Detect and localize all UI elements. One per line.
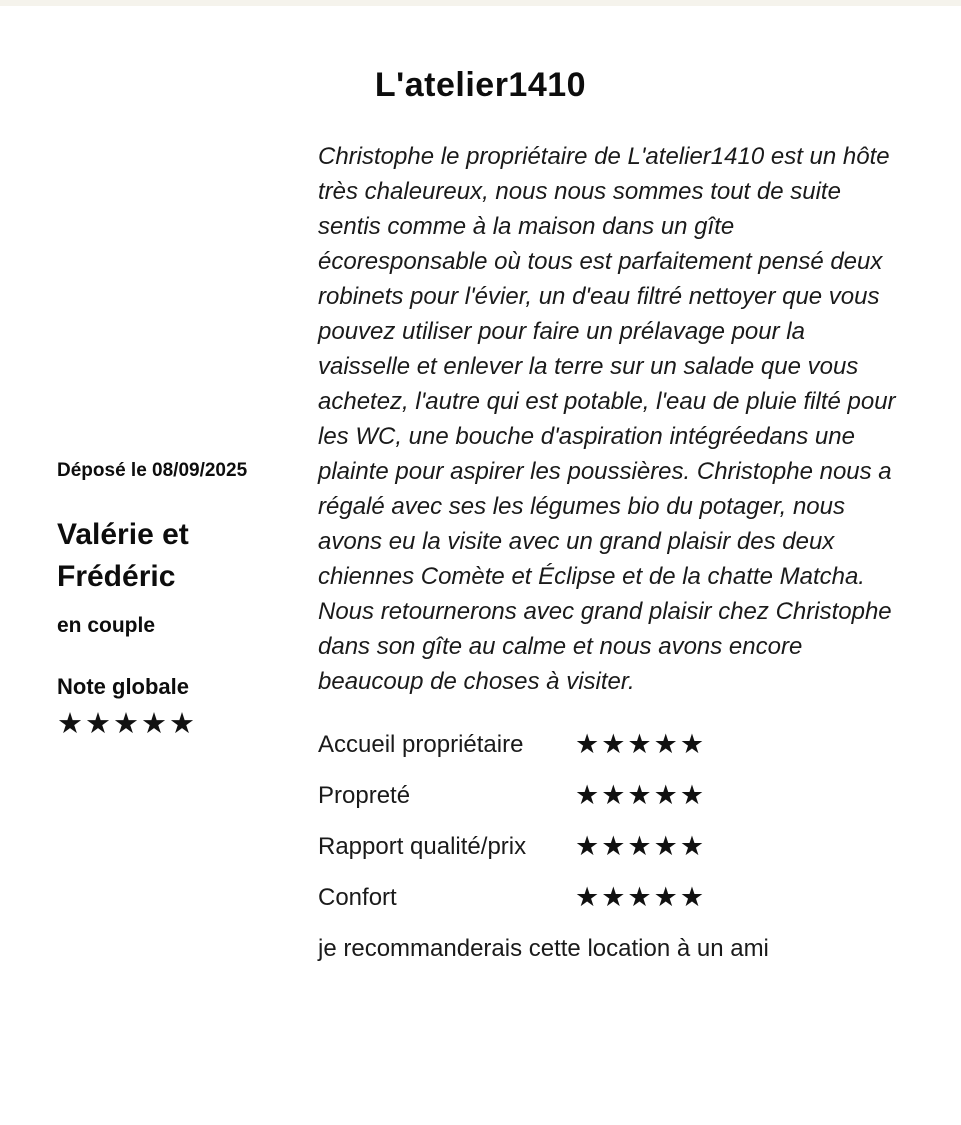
overall-rating-label: Note globale xyxy=(57,674,190,699)
rating-label: Confort xyxy=(318,883,397,911)
rating-row-proprete xyxy=(318,770,896,821)
reviewer-name: Valérie et Frédéric xyxy=(57,518,189,593)
rating-stars: ★★★★★ xyxy=(575,780,707,810)
review-content-panel xyxy=(318,139,896,963)
rating-label: Rapport qualité/prix xyxy=(318,832,527,860)
review-body: Christophe le propriétaire de L'atelier1410 est un hôte très chaleureux, nous nous sommes tout de suite sentis comme à la maison dans un gîte écoresponsable où tous est parfaitement pensé deux robinets pour l'évier, un d'eau filtré nettoyer que vous pouvez utiliser pour faire un prélavage pour la vaisselle et enlever la terre sur un salade que vous achetez, l'autre qui est potable, l'eau de pluie filté pour les WC, une bouche d'aspiration intégréedans une plainte pour aspirer les poussières. Christophe nous a régalé avec ses les légumes bio du potager, nous avons eu la visite avec un grand plaisir des deux chiennes Comète et Éclipse et de la chatte Matcha. Nous retournerons avec grand plaisir chez Christophe dans son gîte au calme et nous avons encore beaucoup de choses à visiter. xyxy=(318,143,896,695)
travel-type: en couple xyxy=(57,614,156,637)
page-title: L'atelier1410 xyxy=(374,66,587,104)
rating-stars: ★★★★★ xyxy=(575,882,707,912)
rating-row-rapport-qualite-prix xyxy=(318,821,896,872)
rating-row-confort xyxy=(318,872,896,923)
recommendation-text: je recommanderais cette location à un ami xyxy=(318,935,769,962)
deposit-date: Déposé le 08/09/2025 xyxy=(57,460,248,481)
rating-label: Propreté xyxy=(318,781,411,809)
rating-label: Accueil propriétaire xyxy=(318,730,524,758)
review-meta-panel xyxy=(57,460,302,741)
rating-stars: ★★★★★ xyxy=(575,831,707,861)
overall-rating-stars: ★★★★★ xyxy=(57,708,197,740)
top-strip xyxy=(0,0,961,6)
rating-row-accueil-proprietaire xyxy=(318,719,896,770)
category-ratings xyxy=(318,719,896,923)
rating-stars: ★★★★★ xyxy=(575,729,707,759)
